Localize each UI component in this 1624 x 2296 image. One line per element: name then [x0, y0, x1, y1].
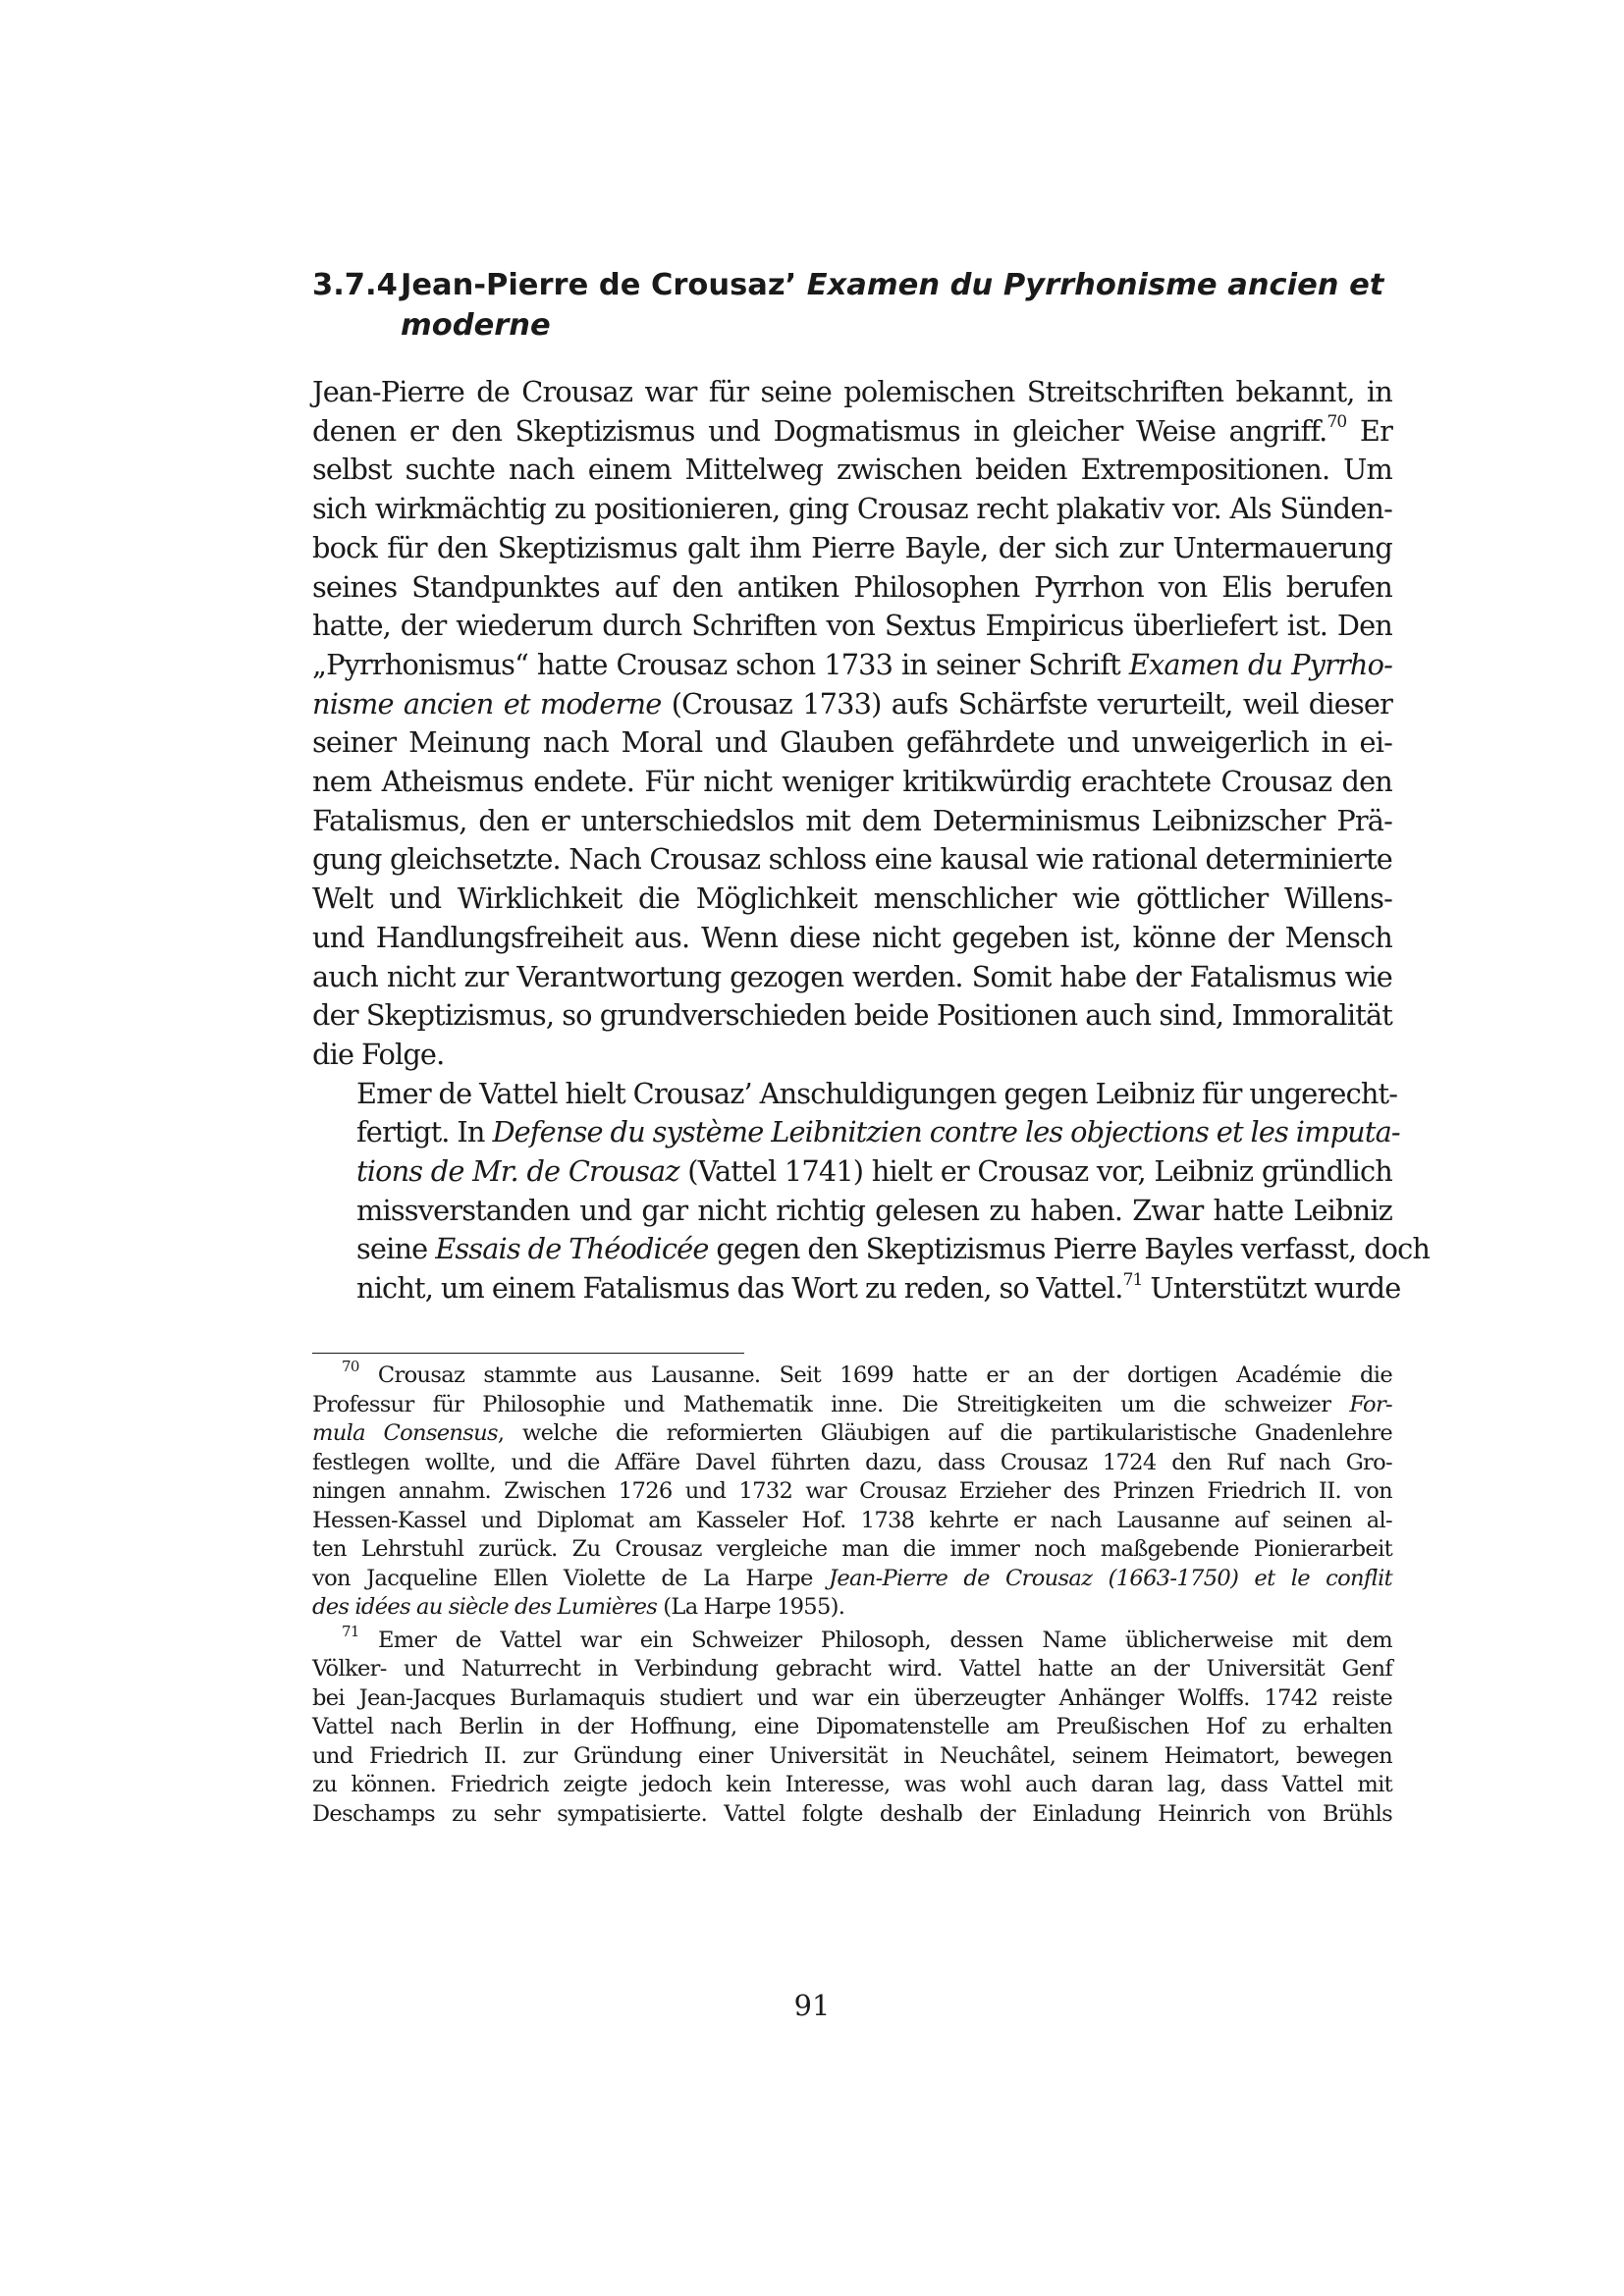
text-line: seine Essais de Théodicée gegen den Skeptizismus Pierre Bayles verfasst, doch [356, 1232, 1431, 1266]
text-line: bock für den Skeptizismus galt ihm Pierre Bayle, der sich zur Untermauerung [312, 530, 1392, 564]
text-line: nem Atheismus endete. Für nicht weniger kritikwürdig erachtete Crousaz den [312, 765, 1392, 799]
footnote-line: bei Jean-Jacques Burlamaquis studiert und war ein überzeugter Anhänger Wolffs. 1742 reiste [312, 1684, 1392, 1711]
text-line: gung gleichsetzte. Nach Crousaz schloss eine kausal wie rational determinierte [312, 842, 1392, 877]
title-reference: nisme ancien et moderne [312, 686, 662, 721]
title-reference: tions de Mr. de Crousaz [356, 1154, 679, 1189]
footnote-line: ningen annahm. Zwischen 1726 und 1732 war Crousaz Erzieher des Prinzen Friedrich II. von [312, 1478, 1392, 1504]
footnote-line: Professur für Philosophie und Mathematik inne. Die Streitigkeiten um die schweizer For- [312, 1391, 1392, 1417]
text-line: denen er den Skeptizismus und Dogmatismus in gleicher Weise angriff.$^{70}$ Er [312, 412, 1392, 448]
text-line: nicht, um einem Fatalismus das Wort zu reden, so Vattel.$^{71}$ Unterstützt wurde [356, 1269, 1401, 1306]
footnote-line: Deschamps zu sehr sympatisierte. Vattel folgte deshalb der Einladung Heinrich von Brühls [312, 1800, 1392, 1827]
text-line: nisme ancien et moderne (Crousaz 1733) aufs Schärfste verurteilt, weil dieser [312, 686, 1392, 721]
title-reference: Examen du Pyrrho- [1128, 647, 1392, 681]
body-text [312, 373, 1431, 1308]
footnote-line: $^{70}$ Crousaz stammte aus Lausanne. Seit 1699 hatte er an der dortigen Académie die [342, 1358, 1392, 1388]
text-line: fertigt. In Defense du système Leibnitzien contre les objections et les imputa- [356, 1115, 1400, 1149]
text-line: seines Standpunktes auf den antiken Philosophen Pyrrhon von Elis berufen [312, 569, 1392, 604]
text-line: die Folge. [312, 1037, 445, 1071]
text-line: und Handlungsfreiheit aus. Wenn diese nicht gegeben ist, könne der Mensch [312, 920, 1392, 954]
footnotes [312, 1358, 1393, 1833]
title-reference: Defense du système Leibnitzien contre les objections et les imputa- [492, 1115, 1400, 1149]
text-line: Emer de Vattel hielt Crousaz’ Anschuldigungen gegen Leibniz für ungerecht- [356, 1076, 1398, 1110]
section-heading [312, 265, 1392, 346]
text-line: auch nicht zur Verantwortung gezogen werden. Somit habe der Fatalismus wie [312, 959, 1392, 993]
text-line: seiner Meinung nach Moral und Glauben gefährdete und unweigerlich in ei- [312, 725, 1392, 760]
text-line: der Skeptizismus, so grundverschieden beide Positionen auch sind, Immoralität [312, 998, 1392, 1033]
text-line: Welt und Wirklichkeit die Möglichkeit menschlicher wie göttlicher Willens- [312, 881, 1392, 916]
text-line: Jean-Pierre de Crousaz war für seine polemischen Streitschriften bekannt, in [312, 375, 1392, 408]
section-title-plain: Jean-Pierre de Crousaz’ [401, 268, 797, 302]
text-line: tions de Mr. de Crousaz (Vattel 1741) hielt er Crousaz vor, Leibniz gründlich [356, 1154, 1392, 1189]
paragraph-2 [312, 1075, 1431, 1308]
footnote-line: und Friedrich II. zur Gründung einer Universität in Neuchâtel, seinem Heimatort, bewegen [312, 1742, 1392, 1769]
footnote-70 [312, 1358, 1393, 1623]
text-line: „Pyrrhonismus“ hatte Crousaz schon 1733 in seiner Schrift Examen du Pyrrho- [312, 647, 1392, 681]
footnote-ref-70[interactable]: 70 [1326, 412, 1347, 433]
title-reference: Essais de Théodicée [435, 1232, 709, 1266]
footnote-marker: 70 [342, 1358, 359, 1376]
footnote-line: Vattel nach Berlin in der Hoffnung, eine Dipomatenstelle am Preußischen Hof zu erhalten [312, 1714, 1392, 1739]
paragraph-1 [312, 373, 1392, 1075]
footnote-line: ten Lehrstuhl zurück. Zu Crousaz vergleiche man die immer noch maßgebende Pionierarbeit [312, 1536, 1392, 1562]
footnote-line: zu können. Friedrich zeigte jedoch kein Interesse, was wohl auch daran lag, dass Vattel mit [312, 1772, 1392, 1797]
text-line: missverstanden und gar nicht richtig gelesen zu haben. Zwar hatte Leibniz [356, 1193, 1392, 1227]
page-content [312, 265, 1431, 1308]
footnote-line: des idées au siècle des Lumières (La Harpe 1955). [312, 1594, 845, 1620]
footnote-marker: 71 [342, 1622, 359, 1640]
footnote-line: $^{71}$ Emer de Vattel war ein Schweizer Philosoph, dessen Name üblicherweise mit dem [342, 1622, 1392, 1653]
footnote-ref-71[interactable]: 71 [1122, 1269, 1143, 1290]
text-line: Fatalismus, den er unterschiedslos mit dem Determinismus Leibnizscher Prä- [312, 803, 1392, 837]
footnote-line: Völker- und Naturrecht in Verbindung gebracht wird. Vattel hatte an der Universität Genf [312, 1656, 1392, 1682]
footnote-line: Hessen-Kassel und Diplomat am Kasseler Hof. 1738 kehrte er nach Lausanne auf seinen al- [312, 1507, 1392, 1533]
footnote-separator [312, 1353, 744, 1354]
footnote-line: von Jacqueline Ellen Violette de La Harpe Jean-Pierre de Crousaz (1663-1750) et le conflit [312, 1565, 1392, 1591]
footnote-line: festlegen wollte, und die Affäre Davel führten dazu, dass Crousaz 1724 den Ruf nach Gro- [312, 1449, 1392, 1475]
section-title-italic-cont: moderne [401, 308, 551, 343]
text-line: hatte, der wiederum durch Schriften von Sextus Empiricus überliefert ist. Den [312, 609, 1392, 643]
text-line: selbst suchte nach einem Mittelweg zwischen beiden Extrempositionen. Um [312, 453, 1392, 487]
page-number: 91 [793, 1989, 831, 2022]
footnote-71 [312, 1622, 1392, 1830]
section-number: 3.7.4 [312, 268, 398, 302]
text-line: sich wirkmächtig zu positionieren, ging Crousaz recht plakativ vor. Als Sünden- [312, 492, 1392, 526]
footnote-line: mula Consensus, welche die reformierten Gläubigen auf die partikularistische Gnadenlehre [312, 1420, 1393, 1446]
section-title-italic: Examen du Pyrrhonisme ancien et [806, 268, 1384, 302]
